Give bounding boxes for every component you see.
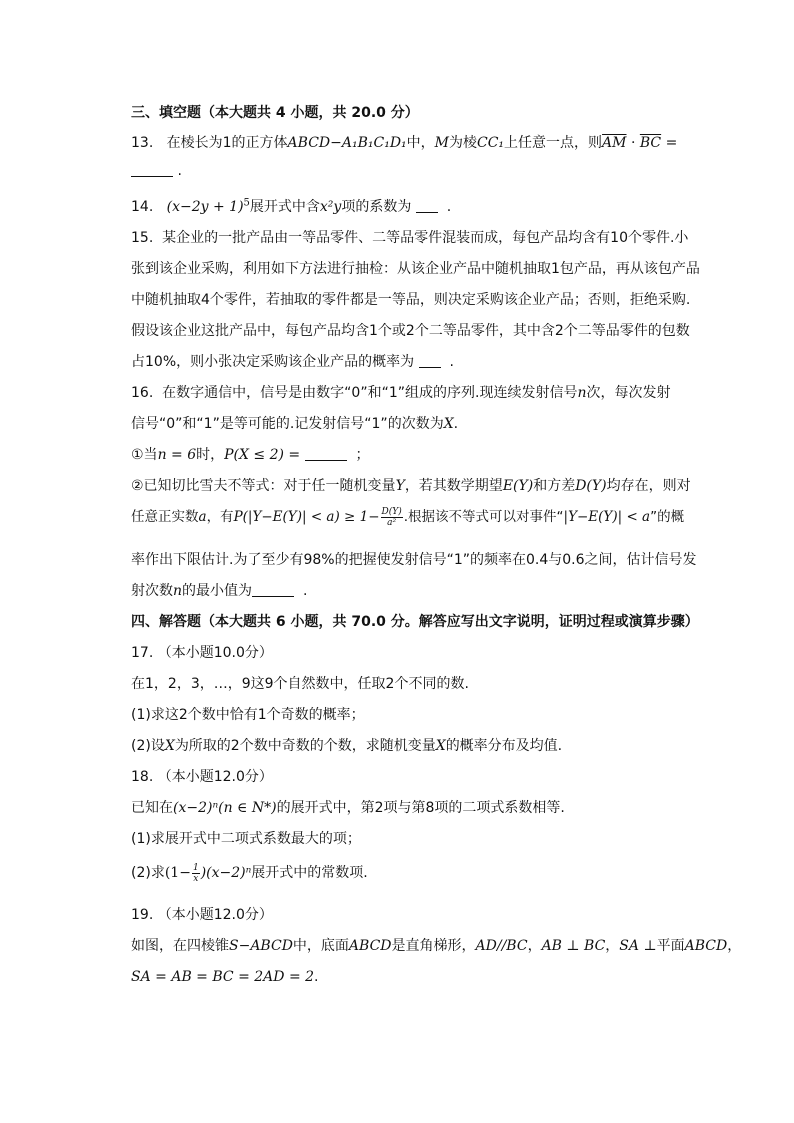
question-15-line-1	[131, 227, 699, 249]
q16-text: 时，	[196, 447, 225, 463]
vector-bc: $\overline{BC}$	[639, 135, 662, 151]
q16-math: E(Y)	[502, 478, 534, 494]
q15-text: 占10%，则小张决定采购该企业产品的概率为	[131, 354, 415, 370]
question-number: 17.	[131, 645, 154, 661]
answer-blank[interactable]	[131, 162, 173, 177]
q16-text: .根据该不等式可以对事件“	[403, 509, 564, 525]
question-score: （本小题12.0分）	[157, 907, 273, 923]
q17-text: 的概率分布及均值.	[445, 738, 563, 754]
question-13	[131, 132, 699, 154]
question-19-header	[131, 904, 699, 926]
question-16-part-2-line-1	[131, 475, 699, 497]
q16-math: P(X ≤ 2) =	[224, 447, 301, 463]
fraction	[192, 863, 200, 884]
question-17-header	[131, 642, 699, 664]
q19-text: ，	[527, 938, 542, 954]
question-15-line-3: 中随机抽取4个零件，若抽取的零件都是一等品，则决定采购该企业产品；否则，拒绝采购.	[131, 292, 691, 308]
q13-text: 上任意一点，则	[504, 135, 603, 151]
q16-text: ②已知切比雪夫不等式：对于任一随机变量	[131, 478, 396, 494]
question-number: 18.	[131, 769, 154, 785]
q13-text: 中，	[406, 135, 435, 151]
q16-text: ，有	[206, 509, 234, 525]
q16-text: 在数字通信中，信号是由数字“0”和“1”组成的序列.现连续发射信号	[162, 385, 578, 401]
fraction-denominator: x	[193, 873, 199, 884]
question-16-part-1	[131, 444, 699, 466]
answer-blank[interactable]	[416, 198, 438, 213]
q18-math: )(x−2)ⁿ	[200, 865, 252, 881]
q16-text: ，若其数学期望	[404, 478, 503, 494]
q14-math: (x−2y + 1)	[166, 199, 244, 215]
q14-math: x²y	[319, 199, 342, 215]
q19-text: 如图，在四棱锥	[131, 938, 229, 954]
q14-text: 展开式中含	[249, 199, 320, 215]
question-18-sub-1: (1)求展开式中二项式系数最大的项；	[131, 831, 361, 847]
question-18-sub-2	[131, 862, 699, 884]
question-number: 13.	[131, 135, 154, 151]
q13-text: 的正方体	[231, 135, 288, 151]
q14-exponent: 5	[243, 197, 250, 209]
q19-text: 平面	[656, 938, 685, 954]
q16-math: P(|Y−E(Y)| < a) ≥ 1−	[233, 509, 380, 525]
q17-text: 为所取的2个数中奇数的个数，求随机变量	[174, 738, 436, 754]
q16-math: n	[173, 583, 183, 599]
q13-text: 1	[222, 135, 232, 151]
q19-text: ，	[727, 938, 742, 954]
fraction-denominator: a²	[387, 517, 397, 528]
fraction	[381, 507, 403, 528]
q16-math: n = 6	[157, 447, 197, 463]
fraction-numerator: D(Y)	[381, 506, 402, 517]
question-19-line-1	[131, 935, 742, 957]
q18-math: (x−2)ⁿ(n ∈ N*)	[173, 800, 277, 816]
question-14	[131, 196, 699, 218]
question-16-part-2-line-2	[131, 506, 699, 528]
q16-math: D(Y)	[575, 478, 607, 494]
question-17-stem: 在1，2，3，…，9这9个自然数中，任取2个不同的数.	[131, 676, 469, 692]
q15-text: .	[449, 354, 454, 370]
q16-text: 次，每次发射	[586, 385, 671, 401]
question-19-line-2	[131, 966, 699, 988]
fraction-numerator: 1	[192, 862, 199, 873]
q16-text: 均存在，则对	[606, 478, 691, 494]
q18-text: (2)求	[131, 865, 165, 881]
q16-text: 射次数	[131, 583, 173, 599]
question-17-sub-2	[131, 735, 699, 757]
question-18-header	[131, 766, 699, 788]
q19-math: ABCD	[348, 938, 392, 954]
q19-text: ，	[605, 938, 620, 954]
q18-text: 已知在	[131, 800, 173, 816]
question-13-blank-line	[131, 160, 699, 182]
question-score: （本小题10.0分）	[157, 645, 273, 661]
q16-math: |Y−E(Y)| < a	[563, 509, 651, 525]
question-number: 16.	[131, 385, 154, 401]
question-16-line-2	[131, 413, 699, 435]
q13-math: CC₁	[477, 135, 505, 151]
q16-text: ”的概	[650, 509, 685, 525]
question-15-line-5	[131, 351, 699, 373]
answer-blank[interactable]	[305, 446, 347, 461]
q14-text: .	[446, 199, 452, 215]
q16-math: a	[198, 509, 207, 525]
q18-text: 的展开式中，第2项与第8项的二项式系数相等.	[276, 800, 565, 816]
q19-math: AD//BC	[475, 938, 528, 954]
q17-text: (2)设	[131, 738, 165, 754]
q16-text: 任意正实数	[131, 509, 199, 525]
q13-text: 在棱长为	[166, 135, 223, 151]
question-18-stem	[131, 797, 699, 819]
q16-text: ①当	[131, 447, 158, 463]
answer-blank[interactable]	[419, 353, 441, 368]
vector-am: $\overline{AM}$	[602, 135, 627, 151]
q13-math: ·	[626, 135, 640, 151]
q18-math: (1−	[164, 865, 191, 881]
section-3-title: 三、填空题（本大题共 4 小题，共 20.0 分）	[131, 105, 419, 121]
q19-math: AB ⊥ BC	[541, 938, 606, 954]
q13-math: M	[434, 135, 449, 151]
question-16-part-2-line-4	[131, 580, 699, 602]
question-number: 19.	[131, 907, 154, 923]
question-15-line-4: 假设该企业这批产品中，每包产品均含1个或2个二等品零件，其中含2个二等品零件的包数	[131, 323, 690, 339]
q15-text: 某企业的一批产品由一等品零件、二等品零件混装而成，每包产品均含有10个零件.小	[162, 230, 689, 246]
q19-math: ABCD	[684, 938, 728, 954]
q16-text: 和方差	[533, 478, 576, 494]
q19-text: 是直角梯形，	[391, 938, 476, 954]
answer-blank[interactable]	[252, 582, 294, 597]
question-16-line-1	[131, 382, 699, 404]
q16-math: n	[577, 385, 587, 401]
question-15-line-2: 张到该企业采购，利用如下方法进行抽检：从该企业产品中随机抽取1包产品，再从该包产品	[131, 261, 700, 277]
q16-math: Y	[395, 478, 405, 494]
q17-math: X	[435, 738, 446, 754]
question-number: 15.	[131, 230, 154, 246]
q19-math: S−ABCD	[229, 938, 293, 954]
question-16-part-2-line-3: 率作出下限估计.为了至少有98%的把握使发射信号“1”的频率在0.4与0.6之间，估计信号发	[131, 552, 697, 568]
q19-text: .	[314, 969, 319, 985]
q19-math: SA ⊥	[619, 938, 657, 954]
q18-text: 展开式中的常数项.	[251, 865, 368, 881]
q13-math: ABCD−A₁B₁C₁D₁	[287, 135, 407, 151]
q16-text: .	[302, 583, 308, 599]
question-17-sub-1: (1)求这2个数中恰有1个奇数的概率；	[131, 707, 365, 723]
q16-math: X	[443, 416, 454, 432]
q13-math: =	[661, 135, 678, 151]
q14-text: 项的系数为	[341, 199, 412, 215]
q13-text: 为棱	[449, 135, 477, 151]
q16-text: ；	[355, 447, 370, 463]
question-score: （本小题12.0分）	[157, 769, 273, 785]
q19-math: SA = AB = BC = 2AD = 2	[131, 969, 315, 985]
section-4-title: 四、解答题（本大题共 6 小题，共 70.0 分。解答应写出文字说明，证明过程或演算步骤）	[131, 614, 699, 630]
q13-text: .	[177, 163, 182, 179]
q17-math: X	[164, 738, 175, 754]
question-number: 14.	[131, 199, 154, 215]
q16-text: 的最小值为	[182, 583, 253, 599]
q19-text: 中，底面	[292, 938, 349, 954]
q16-text: .	[453, 416, 459, 432]
q16-text: 信号“0”和“1”是等可能的.记发射信号“1”的次数为	[131, 416, 444, 432]
